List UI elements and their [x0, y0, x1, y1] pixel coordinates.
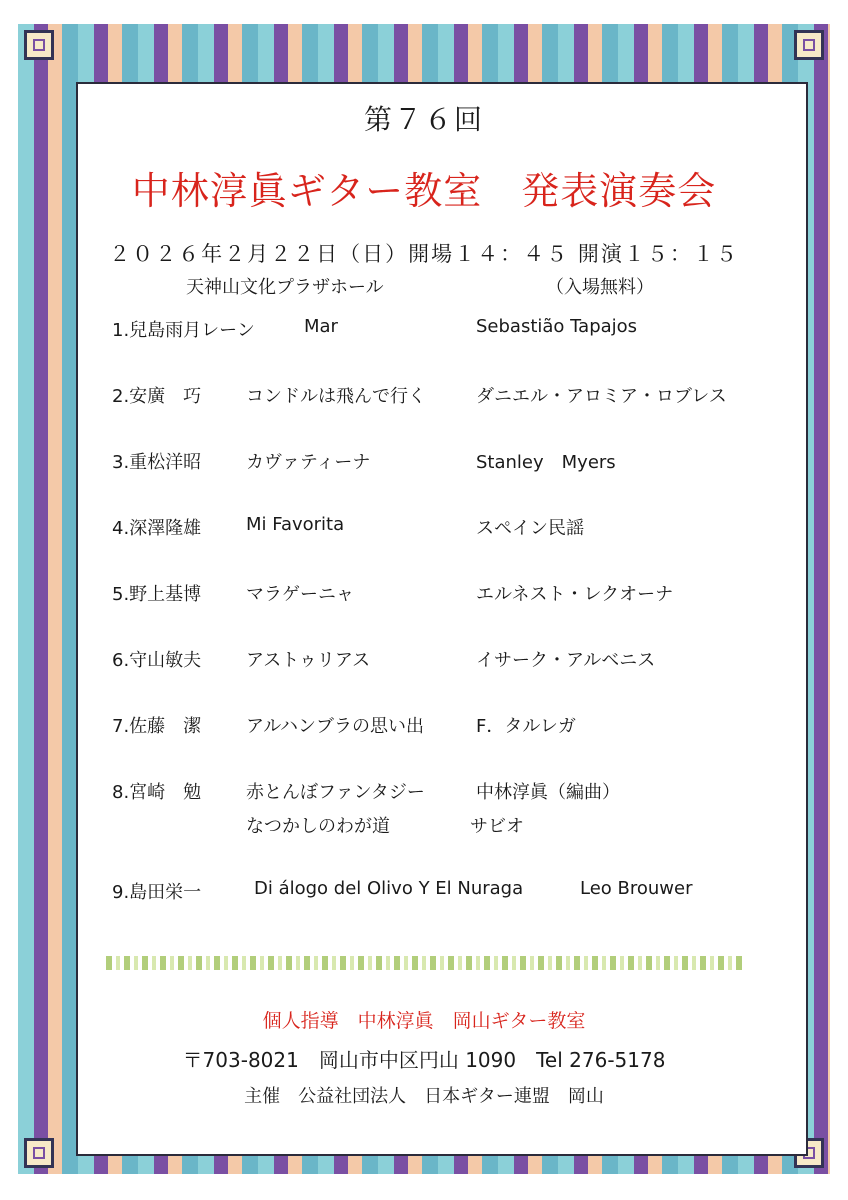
- program-row: [112, 382, 772, 414]
- composer: F．タルレガ: [476, 716, 576, 737]
- program-row: [112, 812, 772, 844]
- program-row: [112, 316, 772, 348]
- composer: Leo Brouwer: [580, 878, 693, 899]
- teacher-line: 個人指導 中林淳眞 岡山ギター教室: [262, 1010, 586, 1032]
- event-datetime: ２０２６年２月２２日（日）開場１４：４５ 開演１５：１５: [109, 242, 739, 266]
- performer: 4.深澤隆雄: [112, 518, 202, 539]
- program-row: [112, 778, 772, 810]
- poster-content: [58, 58, 790, 1132]
- piece-title: Di álogo del Olivo Y El Nuraga: [254, 878, 524, 899]
- performer: 6.守山敏夫: [112, 650, 202, 671]
- performer: 7.佐藤 潔: [112, 716, 202, 737]
- piece-title: アストゥリアス: [246, 650, 371, 671]
- piece-title: カヴァティーナ: [246, 452, 371, 473]
- corner-ornament-icon: [794, 30, 824, 60]
- piece-title: 赤とんぼファンタジー: [246, 782, 425, 803]
- corner-ornament-icon: [24, 1138, 54, 1168]
- program-row: [112, 448, 772, 480]
- concert-title: 中林淳眞ギター教室 発表演奏会: [131, 169, 717, 213]
- program-row: [112, 580, 772, 612]
- venue-label: 天神山文化プラザホール: [186, 277, 384, 298]
- composer: エルネスト・レクオーナ: [476, 584, 674, 605]
- composer: サビオ: [470, 816, 524, 837]
- performer: 1.兒島雨月レーン: [112, 320, 255, 341]
- program-row: [112, 646, 772, 678]
- performer: 9.島田栄一: [112, 882, 202, 903]
- piece-title: Mar: [304, 316, 338, 337]
- composer: 中林淳眞（編曲）: [476, 782, 620, 803]
- composer: Sebastião Tapajos: [476, 316, 638, 337]
- host-line: 主催 公益社団法人 日本ギター連盟 岡山: [244, 1086, 604, 1107]
- program-row: [112, 514, 772, 546]
- piece-title: なつかしのわが道: [246, 816, 390, 837]
- composer: ダニエル・アロミア・ロブレス: [476, 386, 727, 407]
- composer: イサーク・アルベニス: [476, 650, 656, 671]
- piece-title: コンドルは飛んで行く: [246, 386, 426, 407]
- address-line: 〒703-8021 岡山市中区円山 1090 Tel 276-5178: [182, 1048, 666, 1072]
- performer: 8.宮崎 勉: [112, 782, 202, 803]
- performer: 3.重松洋昭: [112, 452, 202, 473]
- piece-title: マラゲーニャ: [246, 584, 354, 605]
- composer: Stanley Myers: [476, 452, 616, 473]
- program-row: [112, 712, 772, 744]
- edition-label: 第７６回: [363, 103, 484, 136]
- performer: 2.安廣 巧: [112, 386, 202, 407]
- performer: 5.野上基博: [112, 584, 202, 605]
- piece-title: Mi Favorita: [246, 514, 345, 535]
- program-row: [112, 878, 772, 910]
- piece-title: アルハンブラの思い出: [246, 716, 425, 737]
- composer: スペイン民謡: [476, 518, 584, 539]
- corner-ornament-icon: [24, 30, 54, 60]
- clover-divider: [106, 956, 746, 970]
- admission-label: （入場無料）: [546, 277, 654, 298]
